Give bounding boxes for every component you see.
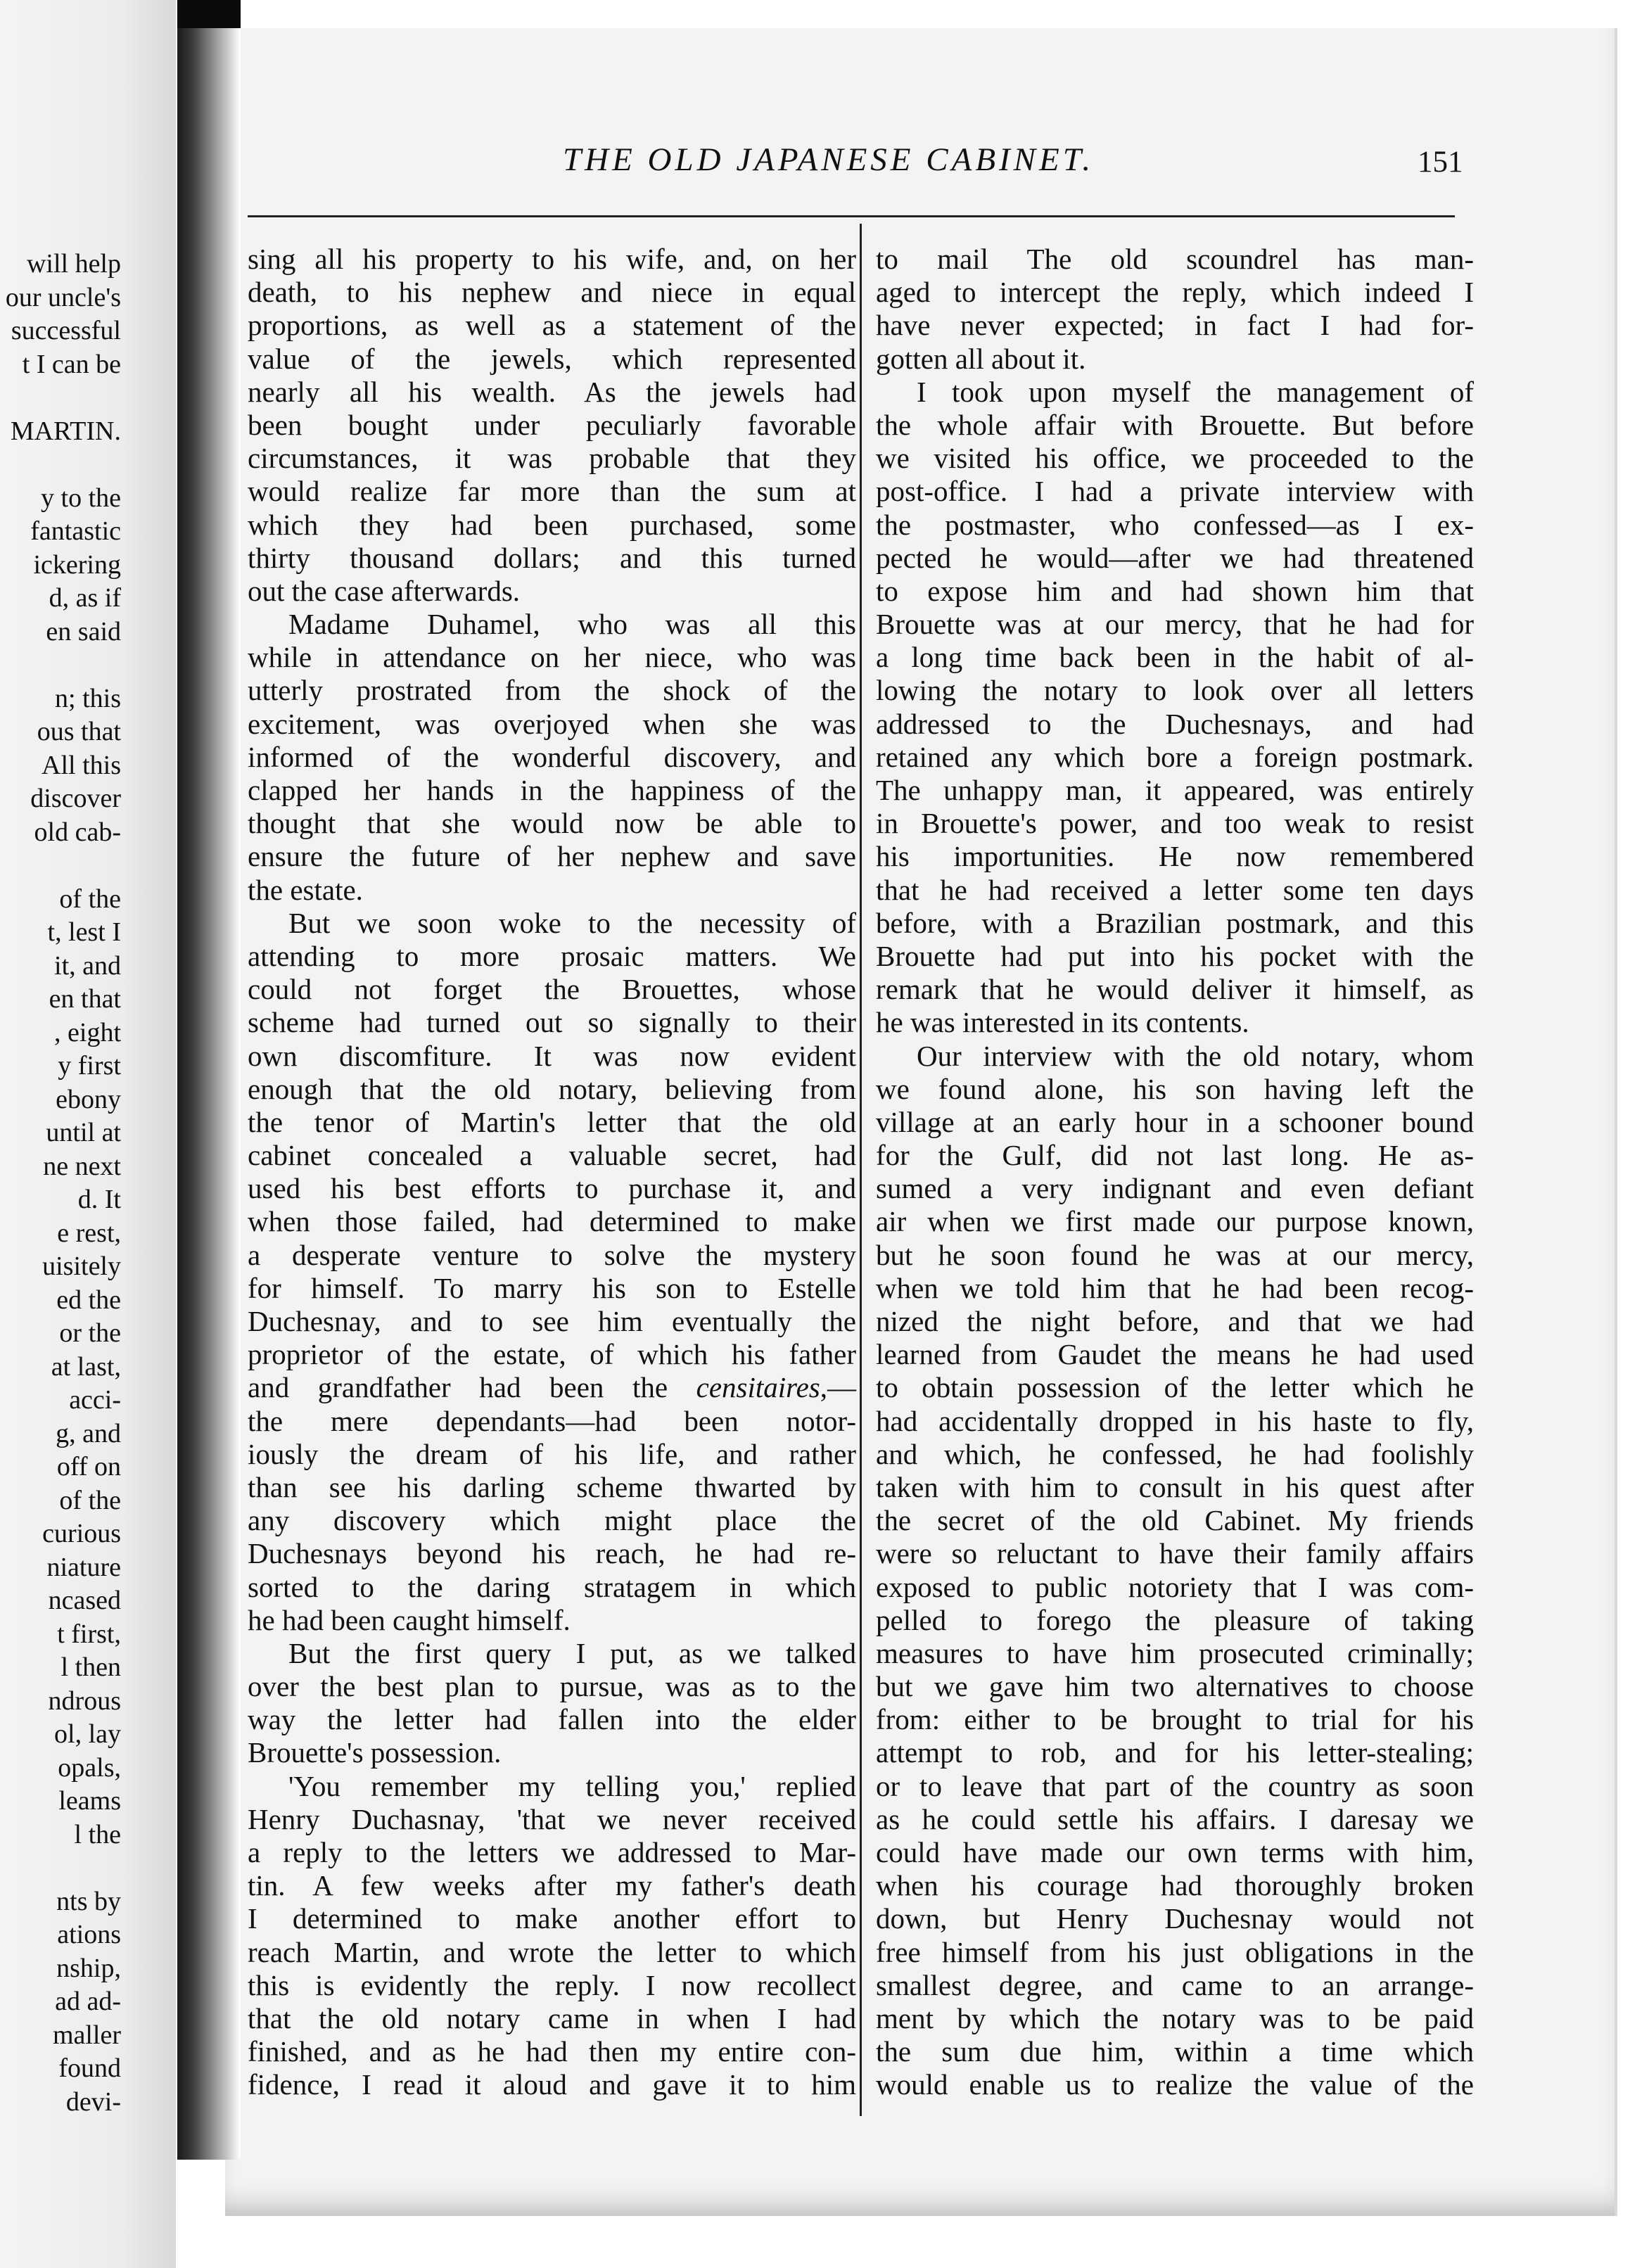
left-column-line: informed of the wonderful discovery, and <box>248 740 856 773</box>
right-column-line: aged to intercept the reply, which indeed I <box>876 276 1474 309</box>
left-page-line: g, and <box>56 1418 121 1448</box>
right-column-line: were so reluctant to have their family affairs <box>876 1537 1474 1570</box>
italic-term: censitaires <box>696 1371 820 1404</box>
right-column-line: but we gave him two alternatives to choose <box>876 1670 1474 1703</box>
left-column-line: could not forget the Brouettes, whose <box>248 973 856 1006</box>
left-page-line: acci- <box>69 1385 121 1415</box>
right-column-line: smallest degree, and came to an arrange- <box>876 1968 1474 2001</box>
column-divider <box>860 224 862 2116</box>
left-column-line: and grandfather had been the censitaires,— <box>248 1371 856 1404</box>
right-column-line: in Brouette's power, and too weak to resist <box>876 807 1474 840</box>
left-page-line: ations <box>57 1920 121 1949</box>
right-column-line: when his courage had thoroughly broken <box>876 1869 1474 1902</box>
left-column-line: the tenor of Martin's letter that the old <box>248 1105 856 1138</box>
left-column-line: finished, and as he had then my entire con- <box>248 2035 856 2068</box>
text-column-right <box>876 243 1474 2102</box>
left-page-line <box>0 849 121 883</box>
left-page-line <box>0 381 121 415</box>
left-page-line: niature <box>46 1552 121 1582</box>
left-page-line: will help <box>26 249 121 279</box>
left-page-line: t first, <box>57 1619 121 1649</box>
left-page-line: ickering <box>33 549 121 580</box>
right-column-line: to expose him and had shown him that <box>876 574 1474 607</box>
left-page-line: successful <box>11 316 121 345</box>
left-page-line: nship, <box>56 1953 121 1983</box>
left-page-line: d. It <box>77 1185 121 1214</box>
right-column-line: the sum due him, within a time which <box>876 2035 1474 2068</box>
right-column-line: would enable us to realize the value of the <box>876 2068 1474 2101</box>
left-page-line: curious <box>42 1519 121 1548</box>
right-column-line: and which, he confessed, he had foolishly <box>876 1437 1474 1470</box>
right-column-line: or to leave that part of the country as soon <box>876 1769 1474 1802</box>
left-column-line: I determined to make another effort to <box>248 1902 856 1935</box>
right-column-line: could have made our own terms with him, <box>876 1836 1474 1868</box>
right-column-line: attempt to rob, and for his letter-stealing; <box>876 1736 1474 1769</box>
left-page-line: e rest, <box>57 1218 121 1248</box>
right-column-line: as he could settle his affairs. I daresay we <box>876 1802 1474 1835</box>
left-page-line: ad ad- <box>55 1987 121 2016</box>
right-column-line: a long time back been in the habit of al- <box>876 641 1474 674</box>
left-column-line: which they had been purchased, some <box>248 508 856 541</box>
right-column-line: that he had received a letter some ten days <box>876 873 1474 906</box>
right-column-line: The unhappy man, it appeared, was entirely <box>876 774 1474 806</box>
left-facing-page <box>0 0 176 2268</box>
left-page-line: t, lest I <box>47 917 121 947</box>
right-column-line: had accidentally dropped in his haste to fly, <box>876 1404 1474 1437</box>
right-column-line: Our interview with the old notary, whom <box>917 1039 1474 1072</box>
gutter-shadow <box>177 28 241 2160</box>
left-page-line: at last, <box>51 1351 121 1382</box>
right-column-line: we found alone, his son having left the <box>876 1072 1474 1105</box>
left-page-line: ebony <box>56 1084 121 1114</box>
right-column-line: retained any which bore a foreign postmark. <box>876 740 1474 773</box>
left-column-line: utterly prostrated from the shock of the <box>248 674 856 707</box>
right-column-line: but he soon found he was at our mercy, <box>876 1238 1474 1271</box>
left-page-line: n; this <box>55 683 121 713</box>
right-column-line: Brouette was at our mercy, that he had for <box>876 608 1474 641</box>
left-page-line: ol, lay <box>54 1719 121 1749</box>
right-column-line: the postmaster, who confessed—as I ex- <box>876 508 1474 541</box>
left-page-line: l the <box>74 1819 121 1849</box>
left-column-line: a reply to the letters we addressed to Mar- <box>248 1836 856 1868</box>
left-page-line: y to the <box>41 483 121 513</box>
left-page-line: ncased <box>48 1586 121 1615</box>
left-column-line: proprietor of the estate, of which his father <box>248 1338 856 1371</box>
left-column-line: But we soon woke to the necessity of <box>288 906 856 939</box>
left-page-line: old cab- <box>34 817 121 847</box>
left-column-line: value of the jewels, which represented <box>248 342 856 375</box>
left-column-line: tin. A few weeks after my father's death <box>248 1869 856 1902</box>
left-column-line: attending to more prosaic matters. We <box>248 939 856 972</box>
left-page-line <box>0 448 121 482</box>
left-column-line: sing all his property to his wife, and, on her <box>248 243 856 275</box>
left-column-line: would realize far more than the sum at <box>248 475 856 508</box>
left-column-line: Madame Duhamel, who was all this <box>288 608 856 641</box>
right-column-line: before, with a Brazilian postmark, and this <box>876 906 1474 939</box>
right-column-line: measures to have him prosecuted criminally; <box>876 1636 1474 1669</box>
left-column-line: excitement, was overjoyed when she was <box>248 707 856 740</box>
left-column-line: cabinet concealed a valuable secret, had <box>248 1139 856 1172</box>
left-column-line: own discomfiture. It was now evident <box>248 1039 856 1072</box>
left-column-line: than see his darling scheme thwarted by <box>248 1470 856 1503</box>
left-column-line: when those failed, had determined to make <box>248 1205 856 1238</box>
left-column-line: over the best plan to pursue, was as to the <box>248 1670 856 1703</box>
left-page-line: en said <box>46 616 121 646</box>
left-page-line <box>0 1852 121 1885</box>
left-column-line: that the old notary came in when I had <box>248 2001 856 2034</box>
left-column-line: Henry Duchasnay, 'that we never received <box>248 1802 856 1835</box>
right-column-line: his importunities. He now remembered <box>876 840 1474 873</box>
left-page-line: maller <box>52 2020 121 2050</box>
right-column-line: Brouette had put into his pocket with the <box>876 939 1474 972</box>
left-column-line: death, to his nephew and niece in equal <box>248 276 856 309</box>
left-page-line: off on <box>56 1452 121 1482</box>
right-column-line: to obtain possession of the letter which he <box>876 1371 1474 1404</box>
right-column-line: he was interested in its contents. <box>876 1006 1249 1039</box>
left-column-line: enough that the old notary, believing from <box>248 1072 856 1105</box>
left-column-line: he had been caught himself. <box>248 1603 571 1636</box>
left-page-line: ed the <box>56 1285 121 1315</box>
left-column-line: nearly all his wealth. As the jewels had <box>248 375 856 408</box>
left-page-line: until at <box>46 1118 121 1147</box>
left-column-line: scheme had turned out so signally to their <box>248 1006 856 1039</box>
right-column-line: for the Gulf, did not last long. He as- <box>876 1139 1474 1172</box>
left-page-line: nts by <box>56 1886 121 1916</box>
left-column-line: Duchesnay, and to see him eventually the <box>248 1305 856 1337</box>
right-column-line: exposed to public notoriety that I was com- <box>876 1570 1474 1603</box>
left-page-line: opals, <box>58 1752 121 1783</box>
left-page-line: found <box>58 2053 121 2083</box>
running-head-title: THE OLD JAPANESE CABINET. <box>563 141 1095 178</box>
left-column-line: a desperate venture to solve the mystery <box>248 1238 856 1271</box>
page-number: 151 <box>1418 146 1463 179</box>
right-column-line: free himself from his just obligations in the <box>876 1935 1474 1968</box>
left-column-line: been bought under peculiarly favorable <box>248 408 856 441</box>
right-column-line: pected he would—after we had threatened <box>876 541 1474 574</box>
right-column-line: when we told him that he had been recog- <box>876 1271 1474 1304</box>
left-column-line: way the letter had fallen into the elder <box>248 1703 856 1736</box>
right-column-line: pelled to forego the pleasure of taking <box>876 1603 1474 1636</box>
right-column-line: from: either to be brought to trial for his <box>876 1703 1474 1736</box>
right-column-line: the whole affair with Brouette. But before <box>876 408 1474 441</box>
right-column-line: we visited his office, we proceeded to the <box>876 442 1474 475</box>
right-column-line: gotten all about it. <box>876 342 1086 375</box>
left-column-line: clapped her hands in the happiness of the <box>248 774 856 806</box>
right-column-line: village at an early hour in a schooner bound <box>876 1105 1474 1138</box>
left-column-line: Duchesnays beyond his reach, he had re- <box>248 1537 856 1570</box>
left-page-line: devi- <box>65 2087 121 2117</box>
left-page-line: of the <box>59 884 121 914</box>
right-column-line: taken with him to consult in his quest after <box>876 1470 1474 1503</box>
left-column-line: used his best efforts to purchase it, and <box>248 1172 856 1205</box>
left-column-line: the estate. <box>248 873 363 906</box>
left-page-line: MARTIN. <box>10 416 121 446</box>
left-page-line: d, as if <box>49 583 121 613</box>
text-column-left <box>248 243 856 2102</box>
left-column-line: But the first query I put, as we talked <box>288 1636 856 1669</box>
left-page-line: y first <box>58 1051 121 1081</box>
left-page-line: ndrous <box>48 1686 121 1716</box>
left-column-line: sorted to the daring stratagem in which <box>248 1570 856 1603</box>
header-rule <box>248 215 1455 217</box>
right-column-line: air when we first made our purpose known, <box>876 1205 1474 1238</box>
right-column-line: have never expected; in fact I had for- <box>876 309 1474 342</box>
left-page-line <box>0 649 121 682</box>
right-column-line: sumed a very indignant and even defiant <box>876 1172 1474 1205</box>
left-page-line: our uncle's <box>5 282 121 312</box>
left-page-line: discover <box>30 784 121 813</box>
left-page-line: t I can be <box>22 349 121 379</box>
left-page-line: of the <box>59 1485 121 1515</box>
left-column-line: this is evidently the reply. I now recollect <box>248 1968 856 2001</box>
right-column-line: I took upon myself the management of <box>917 375 1474 408</box>
left-column-line: iously the dream of his life, and rather <box>248 1437 856 1470</box>
left-page-line: l then <box>61 1652 121 1682</box>
left-page-line: ne next <box>43 1151 121 1181</box>
right-column-line: to mail The old scoundrel has man- <box>876 243 1474 275</box>
left-page-line: , eight <box>54 1017 121 1047</box>
left-column-line: the mere dependants—had been notor- <box>248 1404 856 1437</box>
left-column-line: reach Martin, and wrote the letter to which <box>248 1935 856 1968</box>
right-column-line: nized the night before, and that we had <box>876 1305 1474 1337</box>
left-column-line: circumstances, it was probable that they <box>248 442 856 475</box>
left-page-line: All this <box>42 750 121 780</box>
right-column-line: ment by which the notary was to be paid <box>876 2001 1474 2034</box>
right-column-line: lowing the notary to look over all letters <box>876 674 1474 707</box>
left-page-line: uisitely <box>42 1251 121 1281</box>
left-column-line: for himself. To marry his son to Estelle <box>248 1271 856 1304</box>
left-column-line: while in attendance on her niece, who was <box>248 641 856 674</box>
left-page-line: fantastic <box>30 516 121 546</box>
right-column-line: remark that he would deliver it himself, as <box>876 973 1474 1006</box>
left-page-line: leams <box>58 1786 121 1816</box>
left-column-line: ensure the future of her nephew and save <box>248 840 856 873</box>
left-page-line: it, and <box>54 950 121 981</box>
left-column-line: out the case afterwards. <box>248 574 521 607</box>
left-page-line: en that <box>49 984 121 1014</box>
right-column-line: post-office. I had a private interview with <box>876 475 1474 508</box>
left-page-line: or the <box>59 1318 121 1348</box>
right-column-line: addressed to the Duchesnays, and had <box>876 707 1474 740</box>
left-column-line: thought that she would now be able to <box>248 807 856 840</box>
right-column-line: the secret of the old Cabinet. My friends <box>876 1504 1474 1537</box>
right-column-line: learned from Gaudet the means he had used <box>876 1338 1474 1371</box>
left-page-text <box>0 248 121 2119</box>
left-column-line: thirty thousand dollars; and this turned <box>248 541 856 574</box>
left-column-line: 'You remember my telling you,' replied <box>288 1769 856 1802</box>
left-column-line: proportions, as well as a statement of the <box>248 309 856 342</box>
left-column-line: fidence, I read it aloud and gave it to him <box>248 2068 856 2101</box>
right-column-line: down, but Henry Duchesnay would not <box>876 1902 1474 1935</box>
left-page-line: ous that <box>37 717 121 746</box>
left-column-line: any discovery which might place the <box>248 1504 856 1537</box>
left-column-line: Brouette's possession. <box>248 1736 502 1769</box>
